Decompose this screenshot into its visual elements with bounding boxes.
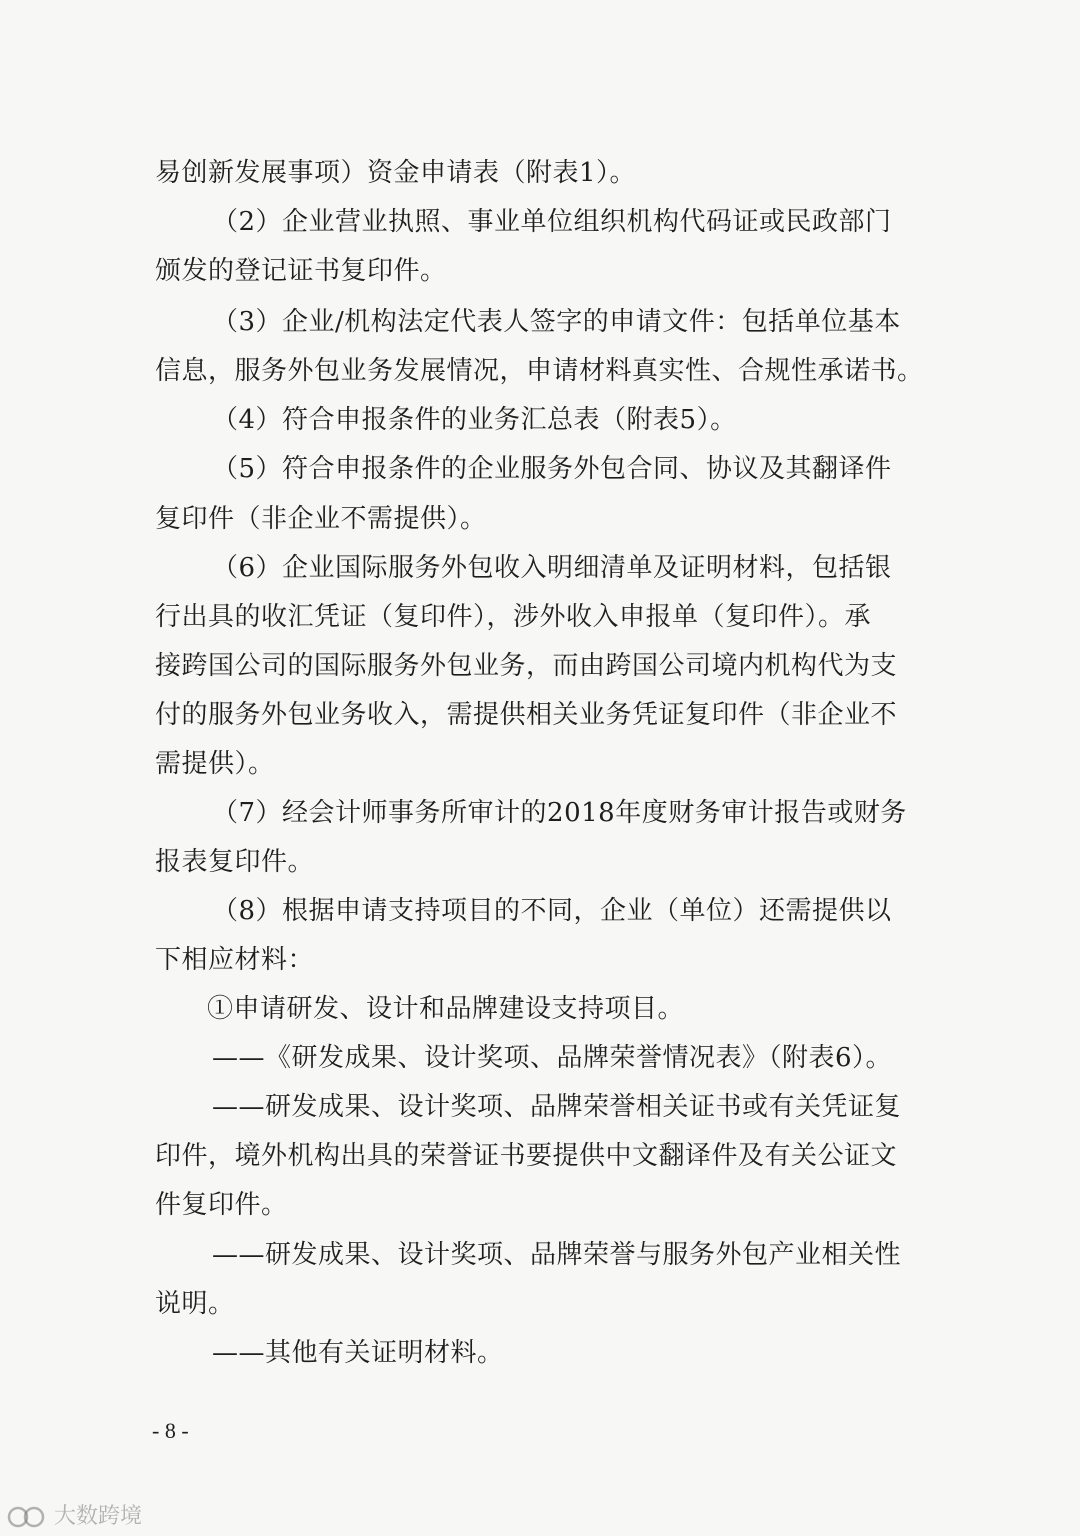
watermark — [6, 1502, 142, 1532]
text-line: （3）企业/机构法定代表人签字的申请文件：包括单位基本 — [212, 307, 901, 337]
text-line: 下相应材料： — [155, 945, 315, 975]
text-line: （7）经会计师事务所审计的2018年度财务审计报告或财务 — [212, 798, 907, 828]
page-number: - 8 - — [152, 1418, 189, 1443]
text-line: 说明。 — [155, 1289, 235, 1319]
text-line: ——其他有关证明材料。 — [212, 1338, 504, 1368]
text-line: 接跨国公司的国际服务外包业务，而由跨国公司境内机构代为支 — [155, 651, 898, 681]
text-line: 件复印件。 — [155, 1190, 288, 1220]
text-line: （4）符合申报条件的业务汇总表（附表5）。 — [212, 405, 737, 435]
text-line: （5）符合申报条件的企业服务外包合同、协议及其翻译件 — [212, 454, 892, 484]
text-line: 复印件（非企业不需提供）。 — [155, 504, 487, 534]
text-line: 报表复印件。 — [155, 847, 315, 877]
text-line: （6）企业国际服务外包收入明细清单及证明材料，包括银 — [212, 553, 892, 583]
watermark-text: 大数跨境 — [54, 1504, 143, 1529]
text-line: 印件，境外机构出具的荣誉证书要提供中文翻译件及有关公证文 — [155, 1141, 898, 1171]
text-line: （2）企业营业执照、事业单位组织机构代码证或民政部门 — [212, 207, 892, 237]
text-line: ——《研发成果、设计奖项、品牌荣誉情况表》（附表6）。 — [212, 1043, 893, 1073]
text-line: ——研发成果、设计奖项、品牌荣誉与服务外包产业相关性 — [212, 1240, 902, 1270]
text-line: 信息，服务外包业务发展情况，申请材料真实性、合规性承诺书。 — [155, 356, 924, 386]
text-line: ——研发成果、设计奖项、品牌荣誉相关证书或有关凭证复 — [212, 1092, 902, 1122]
text-line: 颁发的登记证书复印件。 — [155, 256, 447, 286]
text-line: 付的服务外包业务收入，需提供相关业务凭证复印件（非企业不 — [155, 700, 898, 730]
logo-icon — [6, 1504, 50, 1530]
text-line: 需提供）。 — [155, 749, 275, 779]
text-line: ①申请研发、设计和品牌建设支持项目。 — [207, 994, 685, 1024]
text-line: 易创新发展事项）资金申请表（附表1）。 — [155, 158, 637, 188]
text-line: 行出具的收汇凭证（复印件），涉外收入申报单（复印件）。承 — [155, 602, 872, 632]
text-line: （8）根据申请支持项目的不同，企业（单位）还需提供以 — [212, 896, 892, 926]
